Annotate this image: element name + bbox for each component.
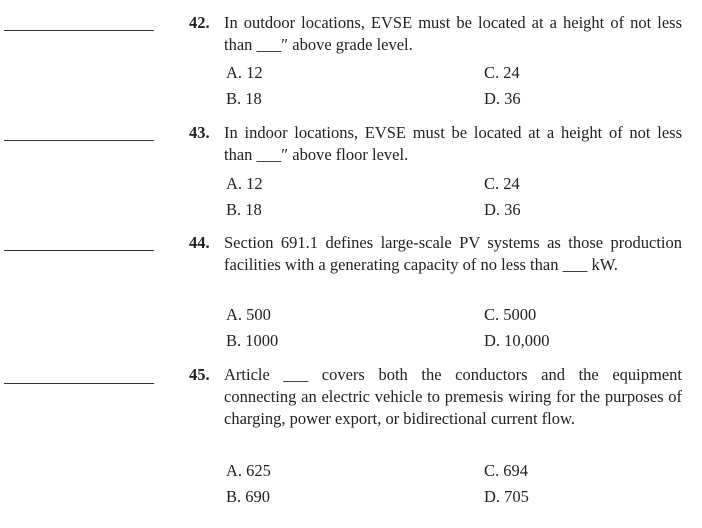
option-b: B. 18 [226,200,262,219]
option-a: A. 500 [226,305,271,324]
option-b: B. 690 [226,487,271,506]
answer-blank[interactable] [4,250,154,251]
question-stem: In outdoor locations, EVSE must be located at a height of not less than ___″ above grade level. [224,13,682,54]
option-a: A. 625 [226,461,271,480]
option-d: D. 36 [484,89,521,108]
answer-blank[interactable] [4,30,154,31]
question-number: 43. [189,123,210,142]
answer-blank[interactable] [4,383,154,384]
question-number: 44. [189,233,210,252]
option-c: C. 5000 [484,305,537,324]
option-c: C. 24 [484,174,520,193]
option-a: A. 12 [226,174,263,193]
option-d: D. 10,000 [484,331,550,350]
option-d: D. 36 [484,200,521,219]
option-a: A. 12 [226,63,263,82]
option-b: B. 18 [226,89,262,108]
option-c: C. 694 [484,461,529,480]
question-number: 42. [189,13,210,32]
option-c: C. 24 [484,63,520,82]
answer-blank[interactable] [4,140,154,141]
question-stem: Section 691.1 defines large-scale PV systems as those production facilities with a generating capacity of no less than ___ kW. [224,233,682,274]
question-stem: Article ___ covers both the conductors and the equipment connecting an electric vehicle to premesis wiring for the purposes of charging, power export, or bidirectional current flow. [224,365,682,428]
option-b: B. 1000 [226,331,279,350]
option-d: D. 705 [484,487,529,506]
question-stem: In indoor locations, EVSE must be located at a height of not less than ___″ above floor level. [224,123,682,164]
question-number: 45. [189,365,210,384]
